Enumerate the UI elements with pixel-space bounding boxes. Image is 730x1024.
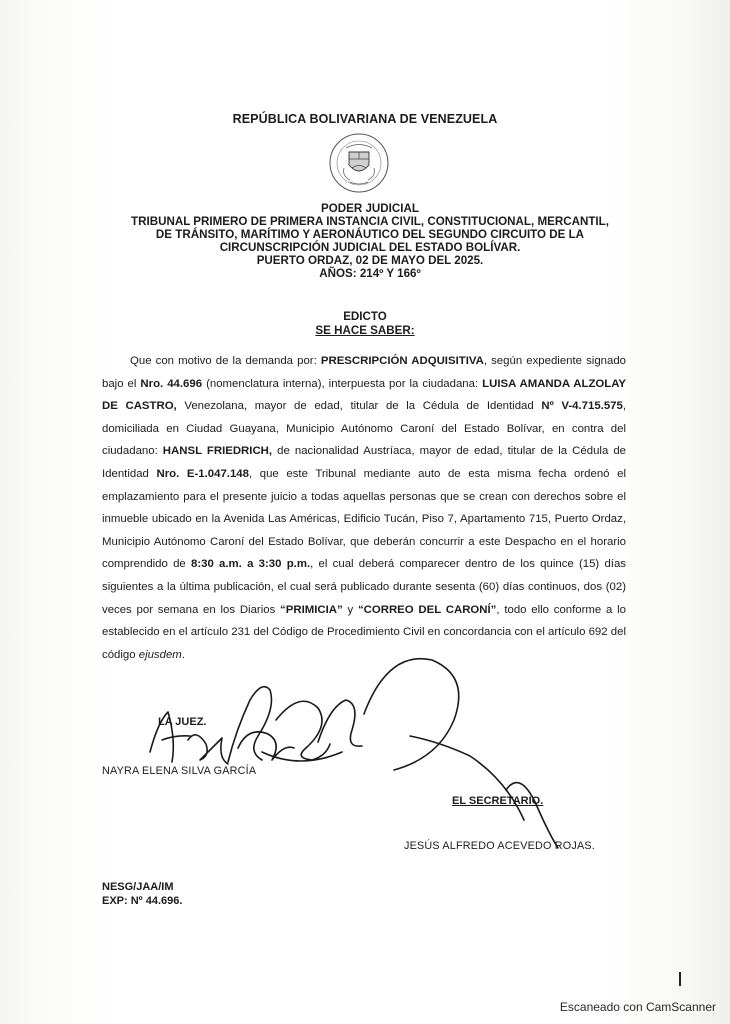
body-text-10: , todo ello conforme a lo establecido en el artículo 231 del Código de Procedimiento Civil en concordancia con el artículo 692 del código bbox=[102, 603, 626, 661]
body-text-08: , el cual deberá comparecer dentro de los quince (15) días siguientes a la última publicación, el cual será publicado durante sesenta (60) días continuos, dos (02) veces por semana en los Diarios bbox=[102, 558, 626, 616]
secretary-name: JESÚS ALFREDO ACEVEDO ROJAS. bbox=[404, 840, 595, 852]
office-hours: 8:30 a.m. a 3:30 p.m. bbox=[191, 558, 311, 571]
body-text-09: y bbox=[342, 603, 358, 616]
court-line-transito: DE TRÁNSITO, MARÍTIMO Y AERONÁUTICO DEL SEGUNDO CIRCUITO DE LA bbox=[155, 228, 585, 241]
coat-of-arms-seal-icon bbox=[328, 132, 390, 194]
court-line-circunscripcion: CIRCUNSCRIPCIÓN JUDICIAL DEL ESTADO BOLÍVAR. bbox=[219, 241, 521, 254]
edicto-heading bbox=[0, 310, 730, 338]
edict-body bbox=[102, 350, 626, 666]
court-line-poder-judicial: PODER JUDICIAL bbox=[321, 202, 419, 215]
body-text-11: . bbox=[181, 648, 185, 661]
body-text-07: , que este Tribunal mediante auto de esta misma fecha ordenó el emplazamiento para el presente juicio a todas aquellas personas que se crean con derechos sobre el inmueble ubicado en la Avenida Las Américas, Edificio Tucán, Piso 7, Apartamento 715, Puerto Ordaz, Municipio Autónomo Caroní del Estado Bolívar, que deberán concurrir a este Despacho en el horario comprendido de bbox=[102, 467, 626, 571]
court-heading bbox=[90, 202, 650, 280]
body-text-01: Que con motivo de la demanda por: bbox=[130, 355, 321, 367]
file-number: Nro. 44.696 bbox=[140, 377, 203, 390]
claim-type: PRESCRIPCIÓN ADQUISITIVA bbox=[320, 355, 484, 367]
country-title: REPÚBLICA BOLIVARIANA DE VENEZUELA bbox=[232, 112, 498, 126]
court-line-date: PUERTO ORDAZ, 02 DE MAYO DEL 2025. bbox=[256, 254, 484, 267]
plaintiff-id: Nº V-4.715.575 bbox=[541, 400, 623, 413]
secretary-signature-icon bbox=[364, 659, 558, 848]
court-line-years: AÑOS: 214º Y 166º bbox=[319, 267, 421, 280]
judge-name: NAYRA ELENA SILVA GARCÍA bbox=[102, 765, 257, 777]
ejusdem-term: ejusdem bbox=[138, 648, 182, 661]
body-text-02: , según expediente signado bajo el bbox=[102, 355, 627, 390]
defendant-id: Nro. E-1.047.148 bbox=[156, 467, 249, 480]
judge-title: LA JUEZ. bbox=[158, 716, 207, 728]
edict-paragraph bbox=[102, 350, 626, 666]
body-text-05: , domiciliada en Ciudad Guayana, Municipio Autónomo Caroní del Estado Bolívar, en contra del ciudadano: bbox=[102, 400, 626, 458]
body-text-03: (nomenclatura interna), interpuesta por la ciudadana: bbox=[202, 377, 483, 390]
edicto-title: EDICTO bbox=[343, 310, 387, 323]
file-reference: EXP: Nº 44.696. bbox=[102, 895, 183, 907]
edicto-subtitle: SE HACE SABER: bbox=[315, 324, 415, 337]
scanner-watermark: Escaneado con CamScanner bbox=[559, 1000, 716, 1014]
newspaper-correo: “CORREO DEL CARONÍ” bbox=[357, 603, 497, 616]
initials: NESG/JAA/IM bbox=[102, 881, 174, 893]
body-text-04: Venezolana, mayor de edad, titular de la Cédula de Identidad bbox=[176, 400, 542, 413]
defendant-name: HANSL FRIEDRICH, bbox=[162, 445, 273, 458]
body-text-06: de nacionalidad Austríaca, mayor de edad, titular de la Cédula de Identidad bbox=[102, 445, 627, 480]
newspaper-primicia: “PRIMICIA” bbox=[280, 603, 343, 616]
secretary-title: EL SECRETARIO. bbox=[452, 795, 544, 807]
scan-mark bbox=[679, 972, 681, 986]
plaintiff-name: LUISA AMANDA ALZOLAY DE CASTRO, bbox=[102, 377, 626, 413]
court-line-tribunal: TRIBUNAL PRIMERO DE PRIMERA INSTANCIA CIVIL, CONSTITUCIONAL, MERCANTIL, bbox=[131, 215, 609, 228]
reference-block bbox=[102, 880, 182, 908]
